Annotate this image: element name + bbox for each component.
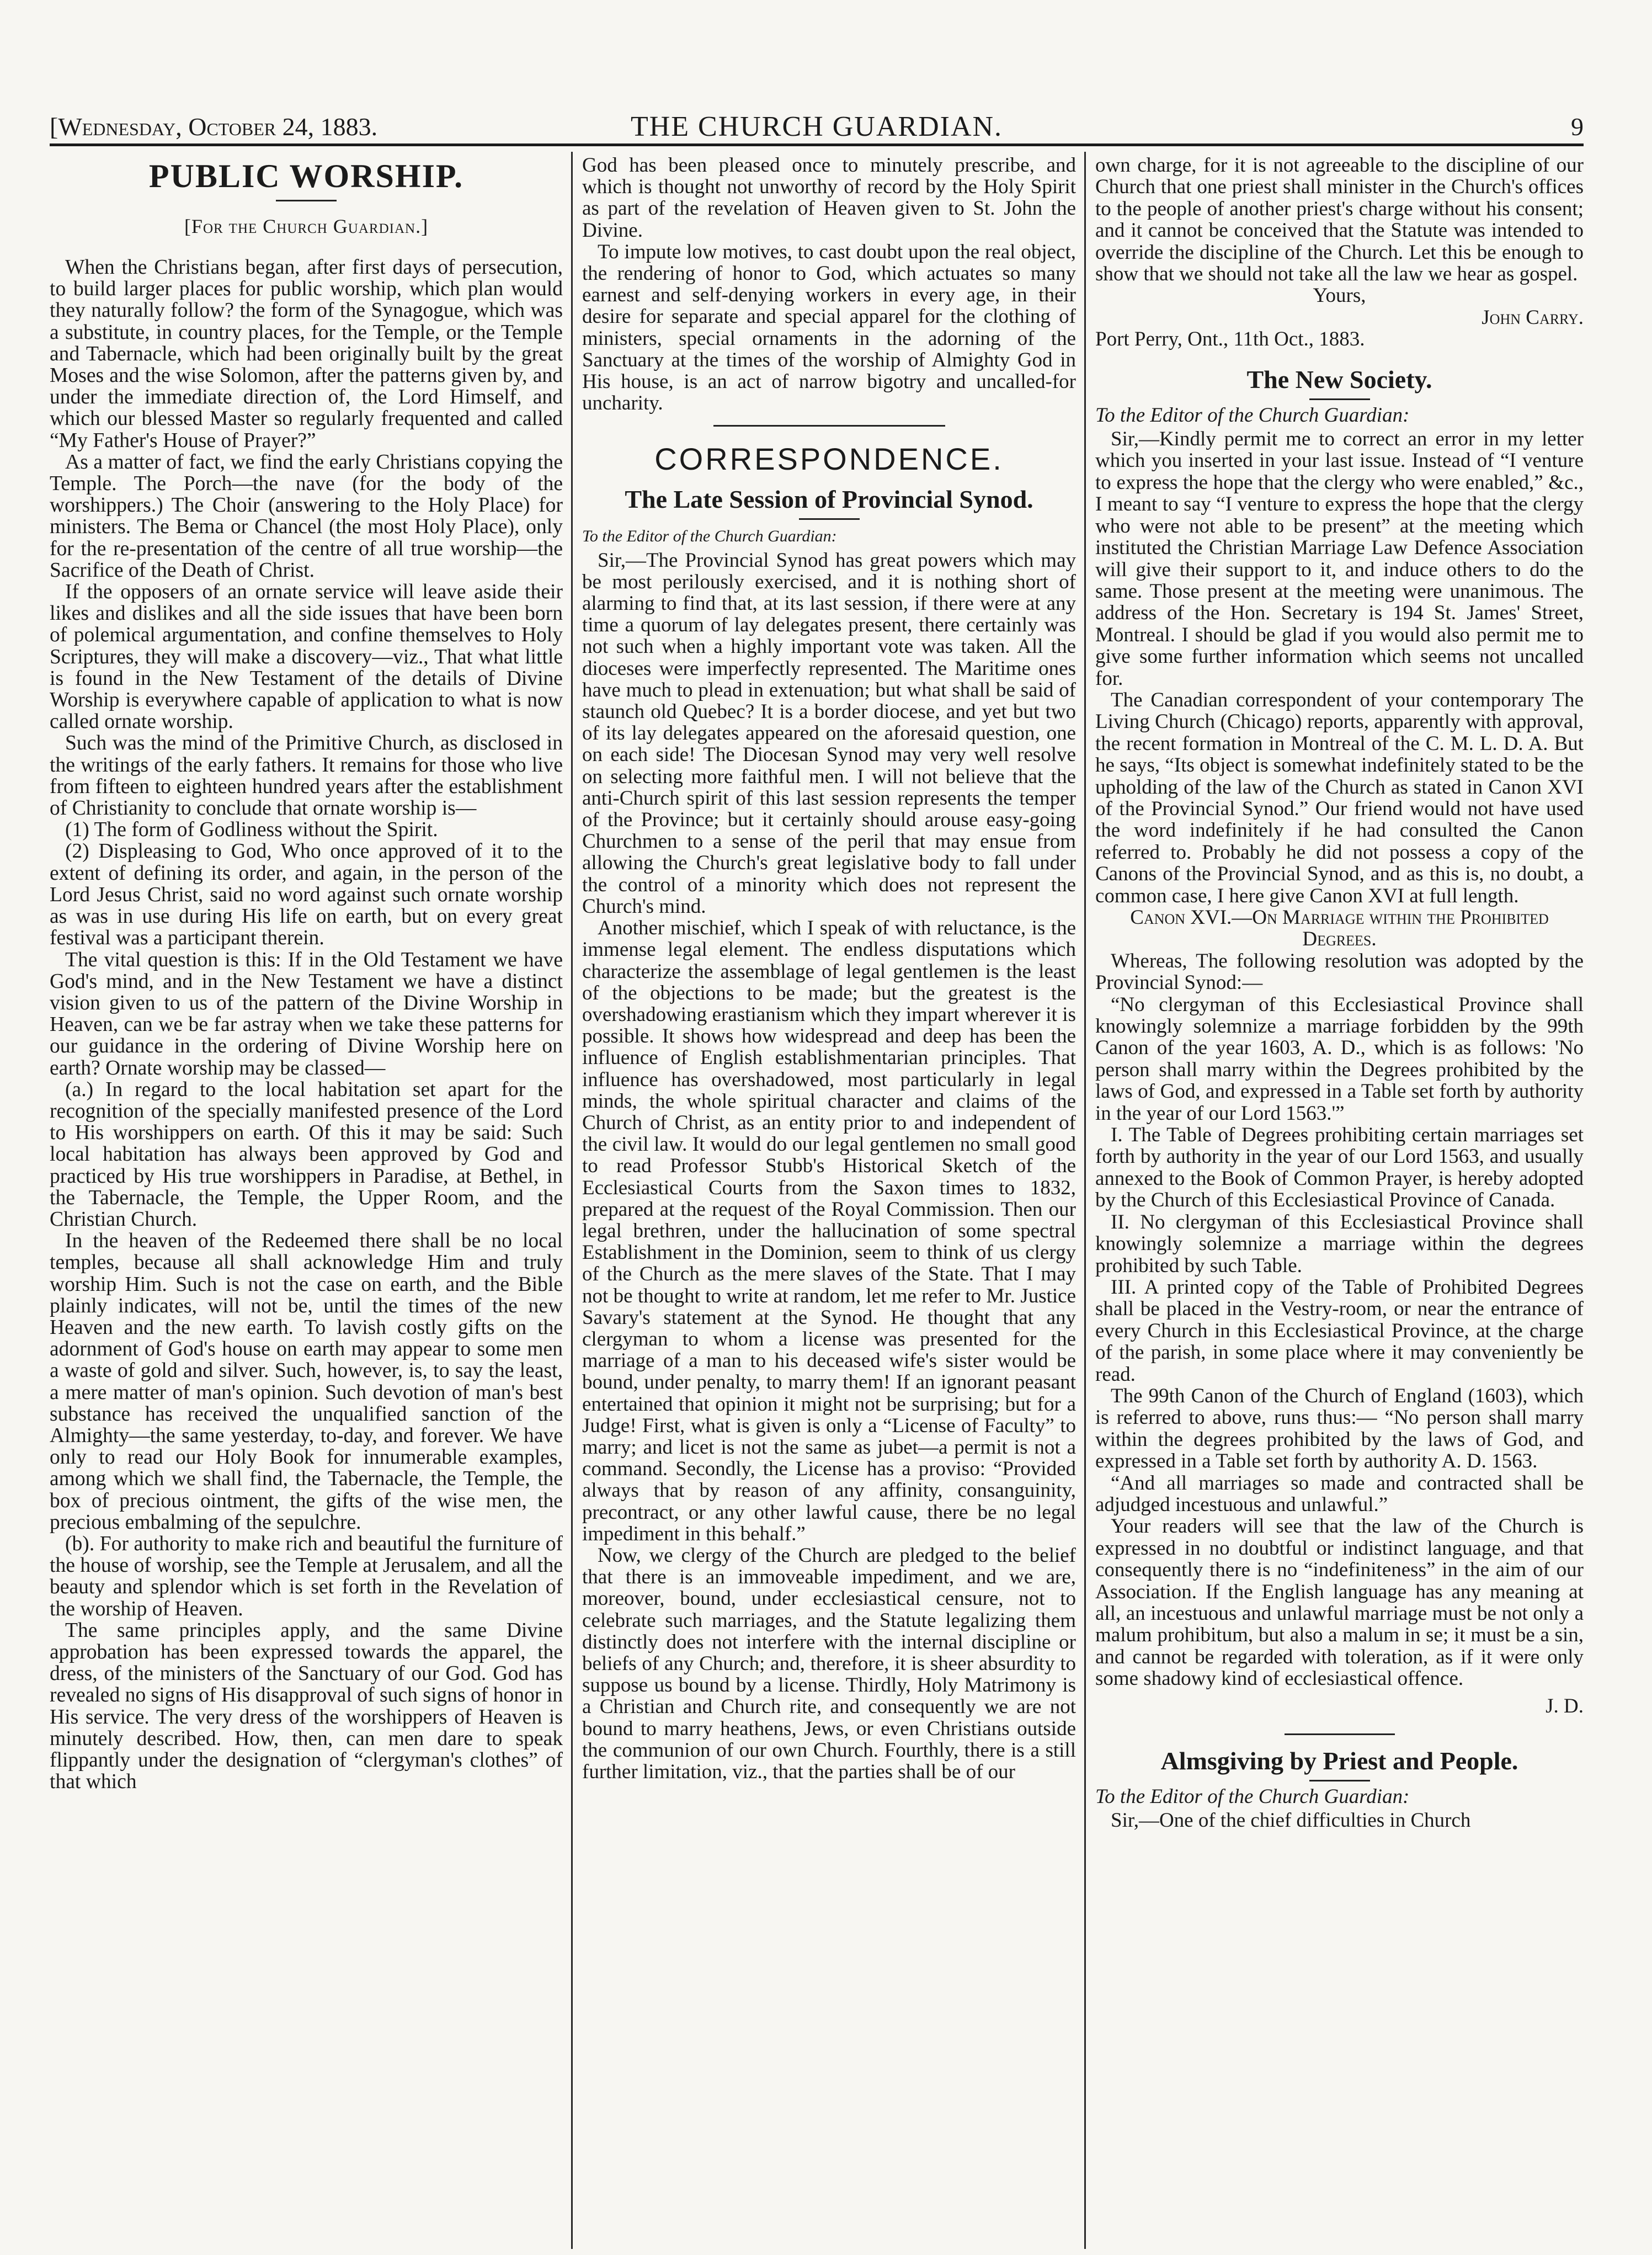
byline: [For the Church Guardian.] <box>184 215 429 237</box>
paragraph: Sir,—The Provincial Synod has great powers which may be most perilously exercised, and it is nothing short of alarming to find that, at its last session, if there were at any time a quorum of lay delegates present, there certainly was not such when a highly important vote was taken. All the dioceses were imperfectly represented. The Maritime ones have much to plead in extenuation; but what shall be said of staunch old Quebec? It is a border diocese, and yet but two of its lay delegates appeared on the aforesaid question, one on each side! The Diocesan Synod may very well resolve on selecting more faithful men. I will not believe that the anti-Church spirit of this last session represents the temper of the Province; but it certainly should arouse easy-going Churchmen to a sense of the peril that may ensue from allowing the Church's great legislative body to fall under the control of a minority which does not represent the Church's mind. <box>582 549 1076 918</box>
column-divider <box>571 152 573 2249</box>
paragraph: Whereas, The following resolution was adopted by the Provincial Synod:— <box>1095 949 1584 994</box>
column-2 <box>582 155 1076 2246</box>
signature-initials: J. D. <box>1546 1694 1584 1717</box>
signoff: Yours, <box>1313 284 1366 307</box>
paragraph: Your readers will see that the law of the Church is expressed in no doubtful or indistinct language, and that consequently there is no “indefiniteness” in the aim of our Association. If the English language has any meaning at all, an incestuous and unlawful marriage must be not only a malum prohibitum, but also a malum in se; it must be a sin, and cannot be regarded with toleration, as if it were only some shadowy kind of ecclesiastical offence. <box>1095 1515 1584 1690</box>
letter-heading-new-society: The New Society. <box>1246 365 1432 393</box>
page-number: 9 <box>1571 113 1584 141</box>
paragraph: Sir,—One of the chief difficulties in Church <box>1111 1809 1471 1832</box>
heading-rule <box>1309 398 1370 400</box>
paragraph: When the Christians began, after first days of persecution, to build larger places for public worship, which plan would they naturally follow? the form of the Synagogue, which was a substitute, in country places, for the Temple, or the Temple and Tabernacle, which had been originally built by the great Moses and the wise Solomon, after the patterns given by, and under the immediate direction of, the Lord Himself, and which our blessed Master so regularly frequented and called “My Father's House of Prayer?” <box>50 256 563 452</box>
article-heading-public-worship: PUBLIC WORSHIP. <box>148 158 464 194</box>
paragraph: Another mischief, which I speak of with reluctance, is the immense legal element. The endless disputations which characterize the assemblage of legal gentlemen is the least of the objections to be made; but the greatest is the overshadowing erastianism which they impart wherever it is possible. It shows how widespread and deep has been the influence of English establishmentarian principles. That influence has overshadowed, most particularly in legal minds, the whole spiritual character and claims of the Church of Christ, as an entity prior to and independent of the civil law. It would do our legal gentlemen no small good to read Professor Stubb's Historical Sketch of the Ecclesiastical Courts from the Saxon times to 1832, prepared at the request of the Royal Commission. Then our legal brethren, under the hallucination of some spectral Establishment in the Dominion, seem to think of us clergy of the Church as the mere slaves of the State. That I may not be thought to write at random, let me refer to Mr. Justice Savary's statement at the Synod. He thought that any clergyman to whom a license was presented for the marriage of a man to his deceased wife's sister would be bound, under penalty, to marry them! If an ignorant peasant entertained that opinion it might not be surprising; but for a Judge! First, what is given is only a “License of Faculty” to marry; and licet is not the same as jubet—a permit is not a command. Secondly, the License has a proviso: “Provided always that by reason of any affinity, consanguinity, precontract, or any other lawful cause, there be no legal impediment in this behalf.” <box>582 917 1076 1545</box>
paragraph: The same principles apply, and the same Divine approbation has been expressed towards the apparel, the dress, of the ministers of the Sanctuary of our God. God has revealed no signs of His disapproval of such signs of honor in His service. The very dress of the worshippers of Heaven is minutely described. How, then, can men dare to speak flippantly under the designation of “clergyman's clothes” of that which <box>50 1619 563 1794</box>
paragraph: The vital question is this: If in the Old Testament we have God's mind, and in the New Testament we have a distinct vision given to us of the pattern of the Divine Worship in Heaven, can we be far astray when we take these patterns for our guidance in the ordering of Divine Worship here on earth? Ornate worship may be classed— <box>50 948 563 1079</box>
heading-rule <box>799 518 860 520</box>
letter-address: To the Editor of the Church Guardian: <box>582 527 837 546</box>
paragraph: (1) The form of Godliness without the Spirit. <box>65 818 438 842</box>
paragraph: (2) Displeasing to God, Who once approved of it to the extent of defining its order, and again, in the person of the Lord Jesus Christ, said no word against such ornate worship as was in use during His life on earth, but on every great festival was a participant therein. <box>50 840 563 950</box>
letter-address: To the Editor of the Church Guardian: <box>1095 1785 1410 1809</box>
paragraph: (b). For authority to make rich and beautiful the furniture of the house of worship, see the Temple at Jerusalem, and all the beauty and splendor which is set forth in the Revelation of the worship of Heaven. <box>50 1532 563 1620</box>
canon-heading: Canon XVI.—On Marriage within the Prohibited Degrees. <box>1130 906 1549 951</box>
newspaper-title: THE CHURCH GUARDIAN. <box>630 111 1003 142</box>
paragraph: The 99th Canon of the Church of England (1603), which is referred to above, runs thus:— “No person shall marry within the degrees prohibited by the laws of God, and expressed in a Table set forth by authority A. D. 1563. <box>1095 1384 1584 1473</box>
section-rule <box>1285 1733 1395 1735</box>
paragraph: Such was the mind of the Primitive Church, as disclosed in the writings of the early fathers. It remains for those who live from fifteen to eighteen hundred years after the establishment of Christianity to conclude that ornate worship is— <box>50 732 563 820</box>
paragraph: I. The Table of Degrees prohibiting certain marriages set forth by authority in the year of our Lord 1563, and usually annexed to the Book of Common Prayer, is hereby adopted by the Church of this Ecclesiastical Province of Canada. <box>1095 1124 1584 1212</box>
issue-date: [Wednesday, October 24, 1883. <box>50 113 378 141</box>
paragraph: God has been pleased once to minutely prescribe, and which is thought not unworthy of record by the Holy Spirit as part of the revelation of Heaven given to St. John the Divine. <box>582 155 1076 242</box>
paragraph: To impute low motives, to cast doubt upon the real object, the rendering of honor to God, which actuates so many earnest and self-denying workers in every age, in their desire for separate and special apparel for the clothing of ministers, special ornaments in the adorning of the Sanctuary at the times of the worship of Almighty God in His house, is an act of narrow bigotry and uncalled-for uncharity. <box>582 240 1076 415</box>
column-3 <box>1095 155 1584 2246</box>
masthead <box>50 110 1584 146</box>
section-rule <box>713 425 945 427</box>
section-heading-correspondence: CORRESPONDENCE. <box>654 442 1004 477</box>
column-divider <box>1084 152 1086 2249</box>
paragraph: In the heaven of the Redeemed there shall be no local temples, because all shall acknowledge Him and truly worship Him. Such is not the case on earth, and the Bible plainly indicates, will not be, until the times of the new Heaven and the new earth. To lavish costly gifts on the adornment of God's house on earth may appear to some men a waste of gold and silver. Such, however, is, to say the least, a mere matter of man's opinion. Such devotion of man's best substance has received the unqualified sanction of the Almighty—the same yesterday, to-day, and forever. We have only to read our Holy Book for innumerable examples, among which we shall find, the Tabernacle, the Temple, the box of precious ointment, the gifts of the wise men, the precious embalming of the sepulchre. <box>50 1230 563 1534</box>
column-1 <box>50 155 563 2246</box>
paragraph: (a.) In regard to the local habitation set apart for the recognition of the specially manifested presence of the Lord to His worshippers on earth. Of this it may be said: Such local habitation has always been approved by God and practiced by His true worshippers in Paradise, at Bethel, in the Tabernacle, the Temple, the Upper Room, and the Christian Church. <box>50 1078 563 1231</box>
paragraph: II. No clergyman of this Ecclesiastical Province shall knowingly solemnize a marriage within the degrees prohibited by such Table. <box>1095 1210 1584 1277</box>
heading-rule <box>1309 1780 1370 1781</box>
paragraph: Sir,—Kindly permit me to correct an error in my letter which you inserted in your last issue. Instead of “I venture to express the hope that the clergy who were enabled,” &c., I meant to say “I venture to express the hope that the clergy who were not able to be present” at the meeting which instituted the Christian Marriage Law Defence Association will give their support to it, and induce others to do the same. Those present at the meeting were unanimous. The address of the Hon. Secretary is 194 St. James' Street, Montreal. I should be glad if you would also permit me to give some further information which seems not uncalled for. <box>1095 428 1584 690</box>
letter-heading-almsgiving: Almsgiving by Priest and People. <box>1160 1747 1518 1775</box>
paragraph: As a matter of fact, we find the early Christians copying the Temple. The Porch—the nave (for the body of the worshippers.) The Choir (answering to the Holy Place) for ministers. The Bema or Chancel (the most Holy Place), only for the re-presentation of the centre of all true worship—the Sacrifice of the Death of Christ. <box>50 450 563 582</box>
letter-address: To the Editor of the Church Guardian: <box>1095 403 1410 427</box>
place-date: Port Perry, Ont., 11th Oct., 1883. <box>1095 328 1365 351</box>
paragraph: own charge, for it is not agreeable to the discipline of our Church that one priest shall minister in the Church's offices to the people of another priest's charge without his consent; and it cannot be conceived that the Statute was intended to override the discipline of the Church. Let this be enough to show that we should not take all the law we hear as gospel. <box>1095 155 1584 286</box>
paragraph: If the opposers of an ornate service will leave aside their likes and dislikes and all the side issues that have been born of polemical argumentation, and confine themselves to Holy Scriptures, they will make a discovery—viz., That what little is found in the New Testament of the details of Divine Worship is everywhere capable of application to what is now called ornate worship. <box>50 581 563 733</box>
paragraph: III. A printed copy of the Table of Prohibited Degrees shall be placed in the Vestry-room, or near the entrance of every Church in this Ecclesiastical Province, at the charge of the parish, in some place where it may conveniently be read. <box>1095 1275 1584 1386</box>
paragraph: Now, we clergy of the Church are pledged to the belief that there is an immoveable impediment, and we are, moreover, bound, under ecclesiastical censure, not to celebrate such marriages, and the Statute legalizing them distinctly does not interfere with the internal discipline or beliefs of any Church; and, therefore, it is sheer absurdity to suppose us bound by a license. Thirdly, Holy Matrimony is a Christian and Church rite, and consequently we are not bound to marry heathens, Jews, or even Christians outside the communion of our own Church. Fourthly, there is a still further limitation, viz., that the parties shall be of our <box>582 1544 1076 1784</box>
heading-rule <box>276 200 337 201</box>
signature: John Carry. <box>1482 306 1584 329</box>
letter-heading-provincial-synod: The Late Session of Provincial Synod. <box>625 485 1033 514</box>
paragraph: The Canadian correspondent of your contemporary The Living Church (Chicago) reports, apparently with approval, the recent formation in Montreal of the C. M. L. D. A. But he says, “Its object is somewhat indefinitely stated to be the upholding of the law of the Church as stated in Canon XVI of the Provincial Synod.” Our friend would not have used the word indefinitely if he had consulted the Canon referred to. Probably he did not possess a copy of the Canons of the Provincial Synod, and as this is, no doubt, a common case, I here give Canon XVI at full length. <box>1095 688 1584 907</box>
paragraph: “And all marriages so made and contracted shall be adjudged incestuous and unlawful.” <box>1095 1471 1584 1516</box>
paragraph: “No clergyman of this Ecclesiastical Province shall knowingly solemnize a marriage forbidden by the 99th Canon of the year 1603, A. D., which is as follows: 'No person shall marry within the Degrees prohibited by the laws of God, and expressed in a Table set forth by authority in the year of our Lord 1563.'” <box>1095 993 1584 1125</box>
